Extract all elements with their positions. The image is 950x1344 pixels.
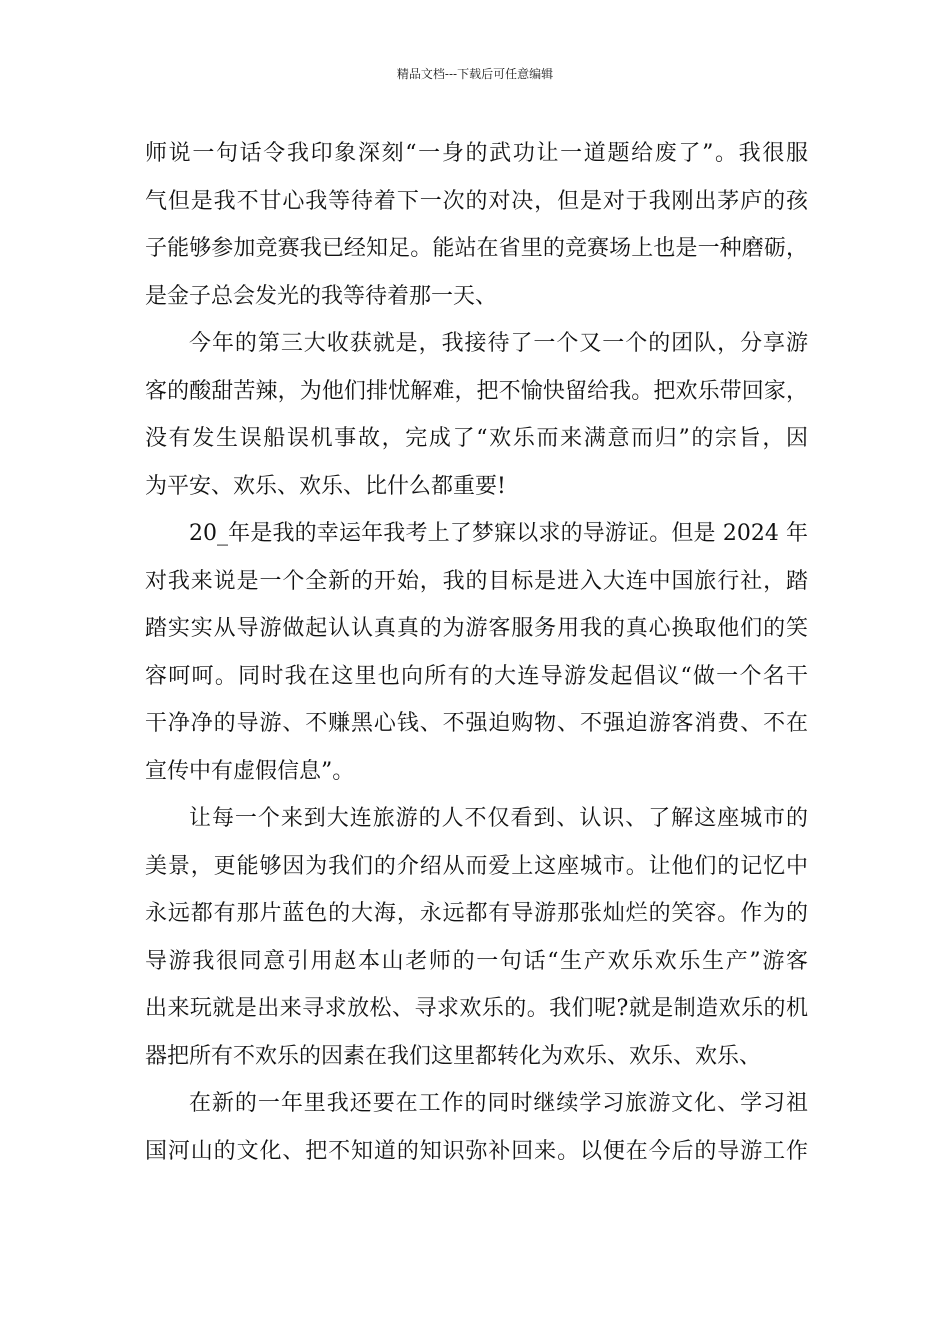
text-line: 国河山的文化、把不知道的知识弥补回来。以便在今后的导游工作 [145, 1138, 808, 1164]
text-line: 干净净的导游、不赚黑心钱、不强迫购物、不强迫游客消费、不在 [145, 711, 808, 736]
text-line: 为平安、欢乐、欢乐、比什么都重要! [145, 473, 506, 499]
paragraph-4 [145, 795, 808, 1080]
paragraph-3 [145, 510, 808, 795]
text-line: 宣传中有虚假信息”。 [145, 758, 355, 784]
text-line: 在新的一年里我还要在工作的同时继续学习旅游文化、学习祖 [189, 1091, 808, 1116]
text-line: 让每一个来到大连旅游的人不仅看到、认识、了解这座城市的 [189, 806, 808, 831]
text-line: 客的酸甜苦辣，为他们排忧解难，把不愉快留给我。把欢乐带回家， [145, 378, 808, 404]
paragraph-1 [145, 130, 808, 320]
text-line: 师说一句话令我印象深刻“一身的武功让一道题给废了”。我很服 [145, 141, 808, 166]
text-line: 美景，更能够因为我们的介绍从而爱上这座城市。让他们的记忆中 [145, 853, 808, 879]
text-line: 今年的第三大收获就是，我接待了一个又一个的团队，分享游 [189, 331, 808, 356]
paragraph-5 [145, 1080, 808, 1175]
text-line: 气但是我不甘心我等待着下一次的对决，但是对于我刚出茅庐的孩 [145, 188, 808, 214]
text-line: 容呵呵。同时我在这里也向所有的大连导游发起倡议“做一个名干 [145, 663, 808, 689]
text-line: 出来玩就是出来寻求放松、寻求欢乐的。我们呢?就是制造欢乐的机 [145, 996, 808, 1021]
text-line: 导游我很同意引用赵本山老师的一句话“生产欢乐欢乐生产”游客 [145, 948, 808, 974]
text-line: 踏实实从导游做起认认真真的为游客服务用我的真心换取他们的笑 [145, 616, 808, 641]
paragraph-2 [145, 320, 808, 510]
text-line: 器把所有不欢乐的因素在我们这里都转化为欢乐、欢乐、欢乐、 [145, 1043, 762, 1069]
text-line: 对我来说是一个全新的开始，我的目标是进入大连中国旅行社，踏 [145, 568, 808, 594]
text-line: 20_年是我的幸运年我考上了梦寐以求的导游证。但是 2024 年 [189, 521, 808, 546]
document-body [145, 130, 808, 1175]
text-line: 子能够参加竞赛我已经知足。能站在省里的竞赛场上也是一种磨砺， [145, 236, 808, 261]
text-line: 没有发生误船误机事故，完成了“欢乐而来满意而归”的宗旨，因 [145, 426, 808, 451]
page-header: 精品文档---下载后可任意编辑 [396, 67, 554, 81]
text-line: 是金子总会发光的我等待着那一天、 [145, 283, 498, 309]
text-line: 永远都有那片蓝色的大海，永远都有导游那张灿烂的笑容。作为的 [145, 901, 808, 926]
